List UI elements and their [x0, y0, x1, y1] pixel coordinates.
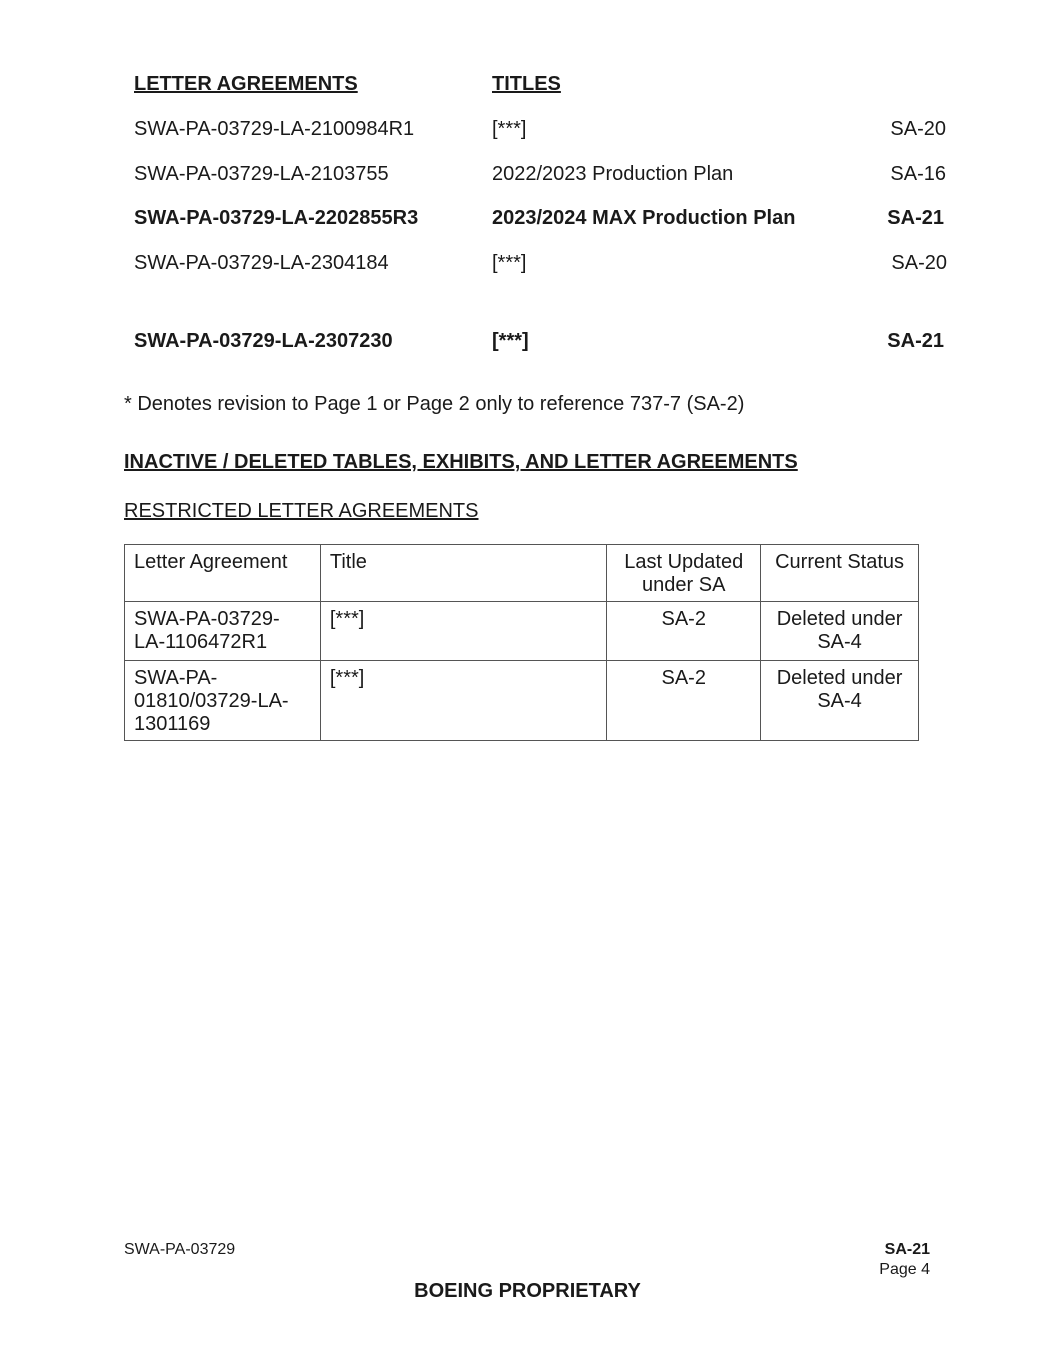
agreement-id: SWA-PA-03729-LA-2100984R1: [134, 118, 415, 140]
agreement-id: SWA-PA-03729-LA-2202855R3: [134, 207, 419, 229]
cell-line: SWA-PA-: [134, 667, 218, 689]
table-row: [125, 661, 919, 741]
agreement-id: SWA-PA-03729-LA-2304184: [134, 252, 389, 274]
header-last-updated-line: Last Updated: [624, 551, 744, 573]
agreement-sa: SA-16: [890, 163, 946, 185]
cell-letter-agreement: [125, 602, 321, 661]
agreement-sa: SA-21: [887, 330, 944, 352]
cell-line: Deleted under: [776, 608, 903, 630]
cell-title: [***]: [320, 602, 606, 661]
cell-line: Deleted under: [776, 667, 903, 689]
agreement-sa: SA-21: [887, 207, 944, 229]
agreement-title: [***]: [492, 118, 527, 140]
cell-line: 01810/03729-LA-: [134, 690, 289, 712]
agreement-title: 2022/2023 Production Plan: [492, 163, 734, 185]
cell-letter-agreement: [125, 661, 321, 741]
restricted-heading: RESTRICTED LETTER AGREEMENTS: [124, 500, 479, 522]
header-current-status: Current Status: [761, 545, 919, 602]
table-header-row: [125, 545, 919, 602]
agreement-sa: SA-20: [890, 118, 946, 140]
titles-header: TITLES: [492, 73, 561, 95]
agreement-title: [***]: [492, 252, 527, 274]
footer-proprietary: BOEING PROPRIETARY: [414, 1280, 641, 1302]
agreement-title: 2023/2024 MAX Production Plan: [492, 207, 796, 229]
revision-note: * Denotes revision to Page 1 or Page 2 only to reference 737-7 (SA-2): [124, 393, 745, 415]
header-letter-agreement: Letter Agreement: [125, 545, 321, 602]
cell-last-updated: SA-2: [607, 661, 761, 741]
letter-agreements-header: LETTER AGREEMENTS: [134, 73, 358, 95]
footer-doc-id: SWA-PA-03729: [124, 1241, 236, 1258]
agreement-sa: SA-20: [891, 252, 947, 274]
header-last-updated-line: under SA: [642, 574, 726, 596]
header-title: Title: [320, 545, 606, 602]
cell-title: [***]: [320, 661, 606, 741]
footer-sa: SA-21: [884, 1241, 930, 1258]
cell-line: SA-4: [817, 690, 862, 712]
agreement-id: SWA-PA-03729-LA-2103755: [134, 163, 389, 185]
footer-page-number: Page 4: [879, 1261, 930, 1278]
cell-line: 1301169: [134, 713, 211, 735]
cell-last-updated: SA-2: [607, 602, 761, 661]
cell-status: [761, 602, 919, 661]
cell-line: SA-4: [817, 631, 862, 653]
cell-line: SWA-PA-03729-: [134, 608, 280, 630]
cell-line: LA-1106472R1: [134, 631, 268, 653]
table-row: [125, 602, 919, 661]
header-last-updated: [607, 545, 761, 602]
cell-status: [761, 661, 919, 741]
agreement-title: [***]: [492, 330, 529, 352]
restricted-agreements-table: [124, 544, 919, 741]
inactive-heading: INACTIVE / DELETED TABLES, EXHIBITS, AND LETTER AGREEMENTS: [124, 451, 798, 473]
agreement-id: SWA-PA-03729-LA-2307230: [134, 330, 393, 352]
